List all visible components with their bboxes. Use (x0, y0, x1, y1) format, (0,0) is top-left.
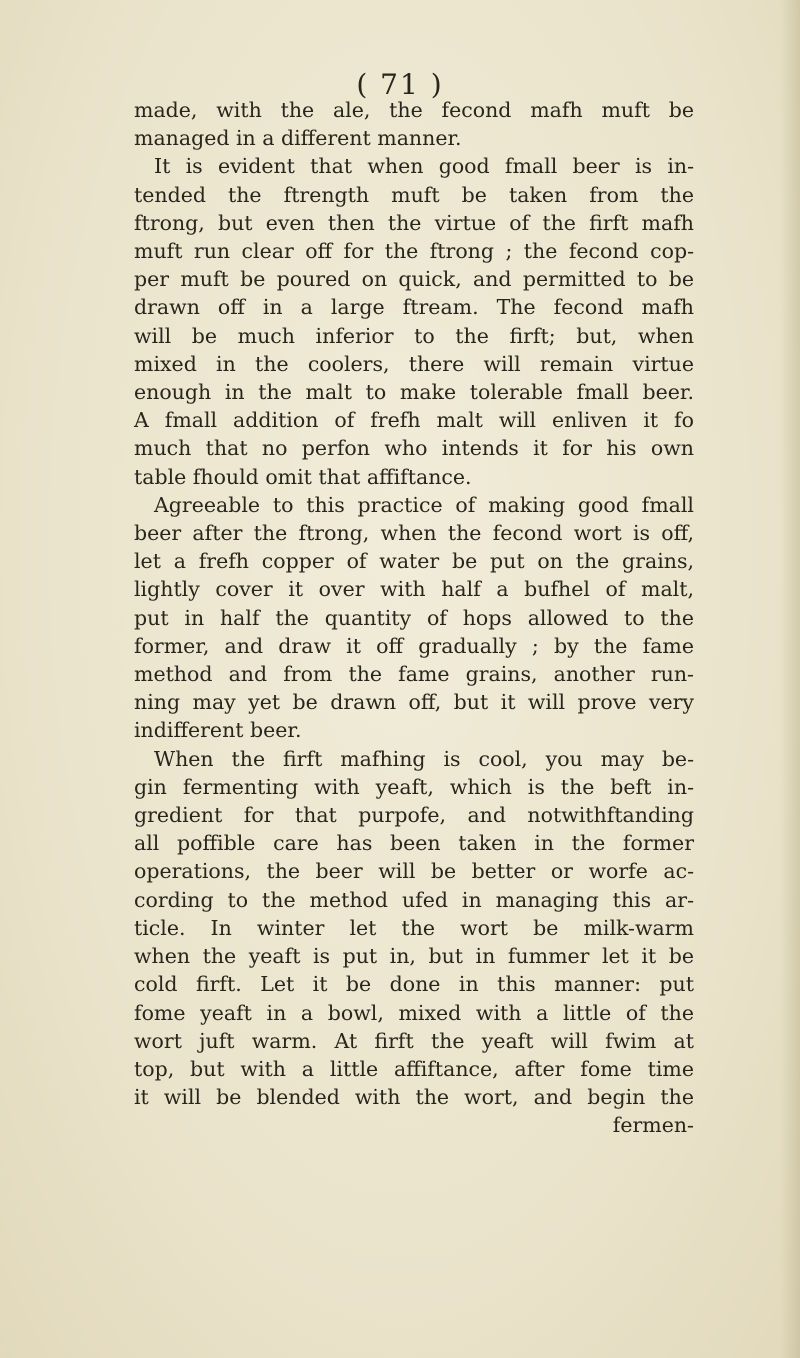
page-edge-shadow (780, 0, 800, 1358)
text-line: mixed in the coolers, there will remain virtue (134, 351, 694, 376)
body-text (134, 96, 694, 1140)
text-line: gredient for that purpofe, and notwithftanding (134, 803, 694, 828)
text-line: per muft be poured on quick, and permitted to be (134, 267, 694, 292)
text-line: method and from the fame grains, another run- (134, 662, 694, 687)
text-line: let a frefh copper of water be put on the grains, (134, 549, 694, 574)
text-line: cold firft. Let it be done in this manner: put (134, 972, 694, 997)
text-line: former, and draw it off gradually ; by the fame (134, 633, 694, 658)
text-line: It is evident that when good fmall beer is in- (154, 154, 694, 179)
catchword: fermen- (612, 1113, 694, 1138)
text-line: wort juft warm. At firft the yeaft will fwim at (134, 1028, 694, 1053)
text-line: lightly cover it over with half a bufhel of malt, (134, 577, 694, 602)
text-line: made, with the ale, the fecond mafh muft be (134, 98, 694, 122)
text-line: managed in a different manner. (134, 126, 462, 151)
text-line: tended the ftrength muft be taken from the (134, 182, 694, 207)
text-line: enough in the malt to make tolerable fmall beer. (134, 380, 694, 405)
text-line: operations, the beer will be better or worfe ac- (134, 859, 694, 884)
text-line: indifferent beer. (134, 718, 302, 743)
text-line: When the firft mafhing is cool, you may be- (154, 746, 694, 771)
text-line: fome yeaft in a bowl, mixed with a little of the (134, 1000, 694, 1025)
text-line: ftrong, but even then the virtue of the firft mafh (134, 210, 694, 235)
text-line: Agreeable to this practice of making good fmall (154, 492, 694, 517)
text-line: it will be blended with the wort, and begin the (134, 1085, 694, 1110)
text-line: put in half the quantity of hops allowed to the (134, 605, 694, 630)
text-line: cording to the method ufed in managing this ar- (134, 887, 694, 912)
text-line: beer after the ftrong, when the fecond wort is off, (134, 521, 694, 546)
text-line: will be much inferior to the firft; but, when (134, 323, 694, 348)
text-line: much that no perfon who intends it for his own (134, 436, 694, 461)
text-line: all poffible care has been taken in the former (134, 831, 694, 856)
text-line: table fhould omit that affiftance. (134, 464, 472, 489)
text-line: ning may yet be drawn off, but it will prove very (134, 690, 694, 715)
text-line: top, but with a little affiftance, after fome time (134, 1056, 694, 1081)
page-number: ( 71 ) (356, 68, 444, 101)
text-line: drawn off in a large ftream. The fecond mafh (134, 295, 694, 320)
text-line: ticle. In winter let the wort be milk-warm (134, 915, 694, 940)
text-line: when the yeaft is put in, but in fummer let it be (134, 944, 694, 969)
text-line: muft run clear off for the ftrong ; the fecond cop- (134, 239, 694, 264)
text-line: A fmall addition of frefh malt will enliven it fo (134, 408, 694, 433)
text-line: gin fermenting with yeaft, which is the beft in- (134, 774, 694, 799)
